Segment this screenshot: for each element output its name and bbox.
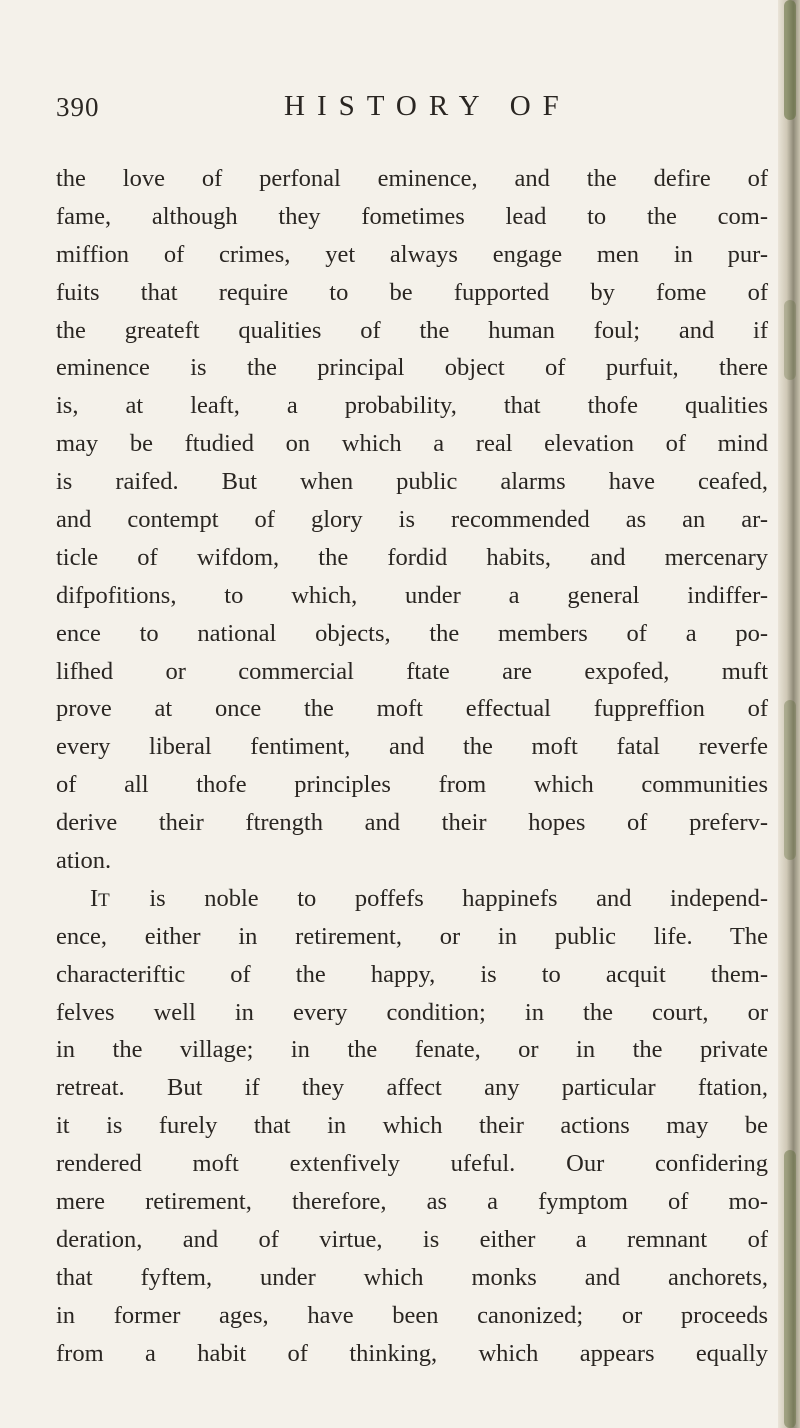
- text-line: it is furely that in which their actions may be: [56, 1112, 768, 1140]
- text-line: ence, either in retirement, or in public life. The: [56, 922, 768, 950]
- paragraph-2: [56, 880, 768, 1373]
- text-line: rendered moft extenfively ufeful. Our confidering: [56, 1150, 768, 1178]
- text-line: eminence is the principal object of purfuit, there: [56, 354, 768, 382]
- initial-letter: I: [90, 884, 99, 912]
- body-text: [56, 160, 768, 1373]
- page-stain: [784, 300, 796, 380]
- text-line: in former ages, have been canonized; or proceeds: [56, 1301, 768, 1329]
- text-line: the love of perfonal eminence, and the defire of: [56, 165, 768, 192]
- text-line: lifhed or commercial ftate are expofed, muft: [56, 657, 768, 685]
- text-line: fame, although they fometimes lead to the com-: [56, 202, 768, 230]
- text-line: felves well in every condition; in the court, or: [56, 998, 768, 1026]
- text-line: from a habit of thinking, which appears equally: [56, 1339, 768, 1367]
- text-line: characteriftic of the happy, is to acquit them-: [56, 960, 768, 988]
- text-line: ticle of wifdom, the fordid habits, and mercenary: [56, 543, 768, 571]
- text-line: mere retirement, therefore, as a fymptom of mo-: [56, 1188, 768, 1216]
- small-caps: T: [98, 889, 111, 911]
- running-head: HISTORY OF: [284, 90, 571, 122]
- text-line: the greateft qualities of the human foul; and if: [56, 316, 768, 344]
- page-stain: [784, 0, 796, 120]
- paragraph-1: [56, 160, 768, 880]
- text-line: ence to national objects, the members of a po-: [56, 619, 768, 647]
- page-stain: [784, 1150, 796, 1428]
- text-line: of all thofe principles from which communities: [56, 771, 768, 799]
- text-line: fuits that require to be fupported by fome of: [56, 278, 768, 306]
- text-line: that fyftem, under which monks and anchorets,: [56, 1263, 768, 1291]
- text-line: deration, and of virtue, is either a remnant of: [56, 1225, 768, 1253]
- text-line: every liberal fentiment, and the moft fatal reverfe: [56, 733, 768, 761]
- page-number: 390: [56, 92, 100, 122]
- text-line: is raifed. But when public alarms have ceafed,: [56, 468, 768, 496]
- text-line: in the village; in the fenate, or in the private: [56, 1036, 768, 1064]
- text-line: difpofitions, to which, under a general indiffer-: [56, 581, 768, 609]
- text-line: may be ftudied on which a real elevation of mind: [56, 430, 768, 458]
- text-line: prove at once the moft effectual fuppreffion of: [56, 695, 768, 723]
- text-line: ation.: [56, 847, 112, 875]
- text-line: is, at leaft, a probability, that thofe qualities: [56, 392, 768, 420]
- text-line-first: [56, 880, 768, 918]
- page-edge: [778, 0, 800, 1428]
- first-line-rest: is noble to poffefs happinefs and independ-: [110, 884, 768, 912]
- page-stain: [784, 700, 796, 860]
- text-line: retreat. But if they affect any particular ftation,: [56, 1074, 768, 1102]
- page-header: [56, 92, 756, 132]
- text-line: and contempt of glory is recommended as an ar-: [56, 506, 768, 534]
- text-line: derive their ftrength and their hopes of preferv-: [56, 809, 768, 837]
- text-line: miffion of crimes, yet always engage men in pur-: [56, 240, 768, 268]
